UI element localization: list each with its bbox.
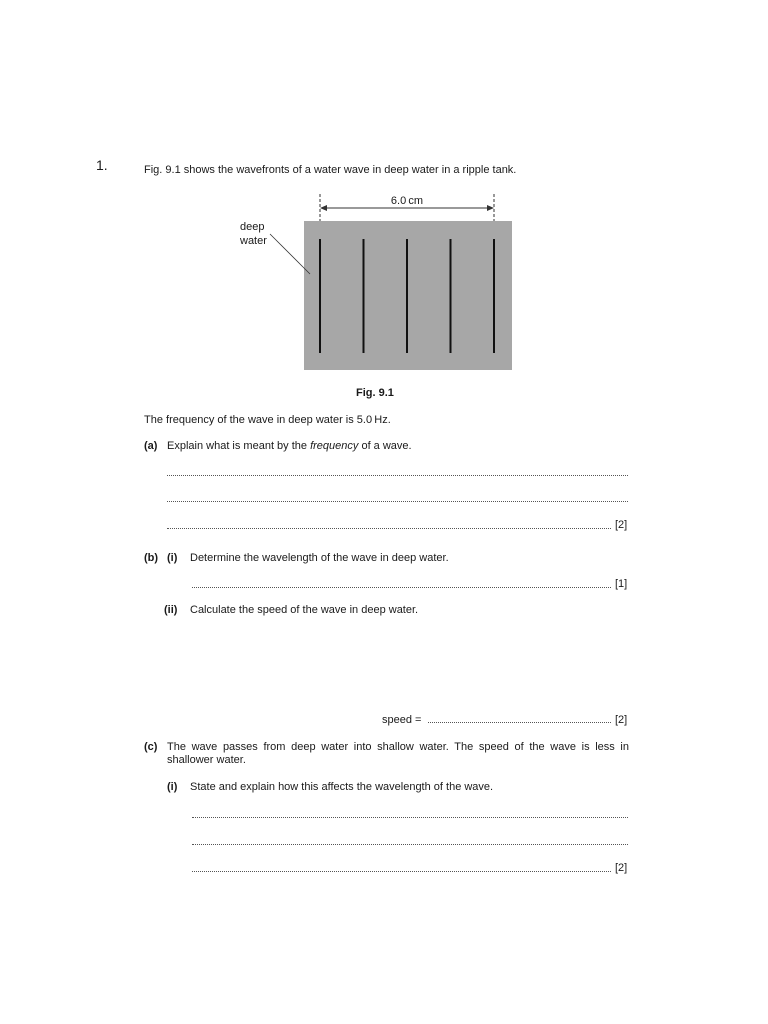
part-a-text-start: Explain what is meant by the [167, 440, 311, 452]
figure-ripple-tank [230, 188, 530, 378]
question-number: 1. [96, 157, 108, 173]
figure-caption: Fig. 9.1 [356, 387, 394, 399]
dimension-arrowhead-left [320, 205, 327, 211]
part-a-label: (a) [144, 440, 158, 452]
answer-line-a1[interactable] [167, 475, 628, 476]
deep-water-label-line1: deep [240, 221, 265, 233]
answer-line-c3[interactable] [192, 871, 611, 872]
answer-line-c1[interactable] [192, 817, 628, 818]
deep-water-label-line2: water [240, 235, 267, 247]
question-intro: Fig. 9.1 shows the wavefronts of a water wave in deep water in a ripple tank. [144, 164, 517, 176]
part-a-question [167, 440, 412, 453]
frequency-statement: The frequency of the wave in deep water is 5.0 Hz. [144, 414, 391, 426]
speed-label: speed = [382, 714, 422, 726]
part-b-i-label: (i) [167, 552, 178, 564]
part-b-ii-label: (ii) [164, 604, 178, 616]
part-c-i-label: (i) [167, 781, 178, 793]
answer-line-c2[interactable] [192, 844, 628, 845]
part-a-text-end: of a wave. [358, 440, 412, 452]
part-b-i-question: Determine the wavelength of the wave in deep water. [190, 552, 449, 564]
part-b-i-marks: [1] [615, 578, 628, 590]
part-c-label: (c) [144, 741, 158, 753]
part-c-question: The wave passes from deep water into shallow water. The speed of the wave is less in shallower water. [167, 741, 629, 766]
dimension-label: 6.0 cm [390, 195, 424, 207]
ripple-tank-diagram [230, 188, 530, 378]
part-a-marks: [2] [615, 519, 628, 531]
part-c-i-marks: [2] [615, 862, 628, 874]
answer-line-speed[interactable] [428, 722, 611, 723]
answer-line-a2[interactable] [167, 501, 628, 502]
dimension-arrowhead-right [487, 205, 494, 211]
answer-line-b-i[interactable] [192, 587, 611, 588]
answer-line-a3[interactable] [167, 528, 611, 529]
part-b-ii-marks: [2] [615, 714, 628, 726]
part-b-ii-question: Calculate the speed of the wave in deep water. [190, 604, 419, 616]
part-c-i-question: State and explain how this affects the wavelength of the wave. [190, 781, 494, 793]
part-a-text-italic: frequency [310, 440, 359, 452]
part-b-label: (b) [144, 552, 159, 564]
